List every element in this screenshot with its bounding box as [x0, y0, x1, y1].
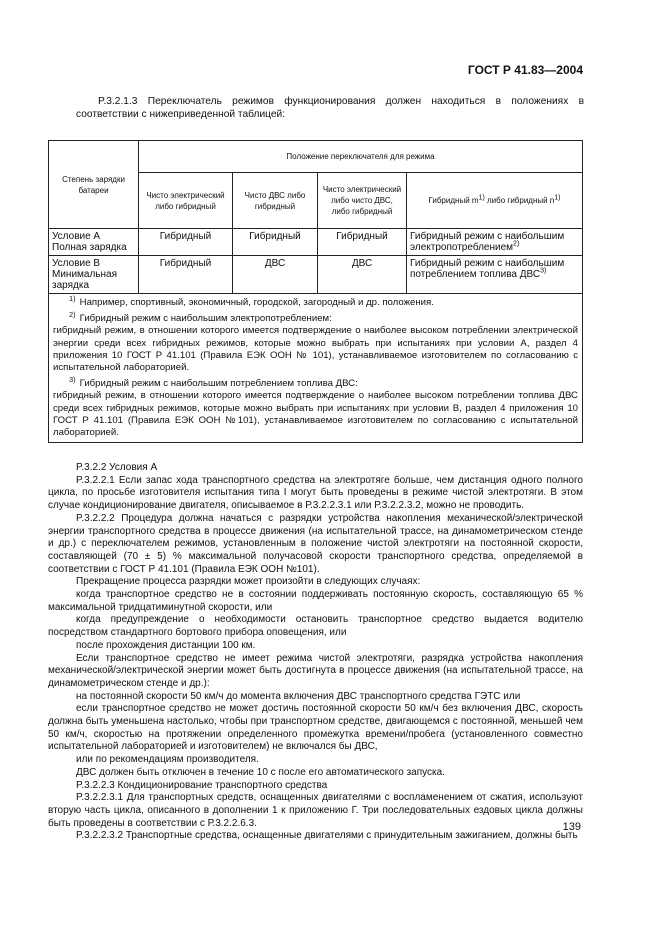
hybrid-n-label: либо гибридный n	[484, 196, 555, 205]
paragraph: на постоянной скорости 50 км/ч до момента включения ДВС транспортного средства ГЭТС или	[76, 690, 521, 702]
table-cell: Гибридный	[233, 229, 318, 256]
footnote-text: гибридный режим, в отношении которого имеется подтверждение о наиболее высоком потреблении электрической энергии среди всех гибридных режимов, которые можно выбрать при испытаниях при условии А, раздел 4 приложения 10 ГОСТ Р 41.101 (Правила ЕЭК ООН № 101), устанавливаемое изготовителем по согласованию с испытательной лабораторией.	[53, 325, 578, 374]
table-cell: Гибридный	[139, 229, 233, 256]
paragraph: P.3.2.2.1 Если запас хода транспортного средства на электротяге больше, чем дистанция одного полного цикла, по просьбе изготовителя испытания типа I могут быть проведены в режиме чистой электротяги. В этом случае кондиционирование двигателя, описываемое в Р.3.2.2.3.1 или Р.3.2.2.3.2, можно не проводить.	[48, 474, 583, 512]
footnote-title: Гибридный режим с наибольшим потреблением топлива ДВС:	[79, 378, 358, 390]
table-cell: Гибридный	[318, 229, 407, 256]
col-header-electric-or-ice: Чисто электрический либо чисто ДВС, либо гибридный	[318, 173, 407, 229]
hybrid-m-label: Гибридный m	[428, 196, 479, 205]
col-header-hybrid-modes	[407, 173, 583, 229]
footnote-title: Например, спортивный, экономичный, городской, загородный и др. положения.	[79, 297, 434, 308]
footnote-ref-1: 1)	[478, 194, 485, 202]
table-footnotes	[49, 294, 583, 443]
document-code: ГОСТ Р 41.83—2004	[467, 63, 583, 77]
paragraph: P.3.2.2.3.1 Для транспортных средств, оснащенных двигателями с воспламенением от сжатия, используют вторую часть цикла, описанного в дополнении 1 к приложению Г. Три последовательных ездовых цикла должны быть проведены в соответствии с Р.3.2.2.6.3.	[48, 792, 583, 829]
paragraph: Прекращение процесса разрядки может произойти в следующих случаях:	[76, 576, 421, 588]
table-cell: ДВС	[318, 256, 407, 294]
footnote-1: 1) Например, спортивный, экономичный, городской, загородный и др. положения.	[69, 293, 434, 308]
table-cell: Гибридный	[139, 256, 233, 294]
footnote-ref-3: 3)	[540, 267, 547, 275]
paragraph: если транспортное средство не может достичь постоянной скорости 50 км/ч без включения ДВС, скорость должна быть уменьшена настолько, чтобы при транспортном средстве, двигающемся с постоянной, меньшей чем 50 км/ч, скоростью на протяжении определенного промежутка времени/пробега (установленного совместно испытательной лабораторией и изготовителем) не включался бы ДВС,	[48, 703, 583, 753]
paragraph: когда предупреждение о необходимости остановить транспортное средство выдается водителю посредством стандартного бортового прибора оповещения, или	[48, 614, 583, 639]
paragraph: или по рекомендациям производителя.	[76, 754, 259, 766]
row-label: Условие В Минимальная зарядка	[49, 256, 139, 294]
section-heading: P.3.2.2.3 Кондиционирование транспортного средства	[76, 779, 328, 791]
table-row	[49, 229, 583, 256]
footnote-3: 3) Гибридный режим с наибольшим потреблением топлива ДВС: гибридный режим, в отношении которого имеется подтверждение о наиболее высоком потреблении топлива ДВС среди всех гибридных режимов, которые можно выбрать при испытаниях при условии В, раздел 4 приложения 10 ГОСТ Р 41.101 (Правила ЕЭК ООН №101), устанавливаемое изготовителем по согласованию с испытательной лабораторией.	[53, 375, 578, 439]
col-header-charge-state: Степень зарядки батареи	[49, 141, 139, 229]
paragraph: ДВС должен быть отключен в течение 10 с после его автоматического запуска.	[76, 766, 445, 778]
row-label: Условие А Полная зарядка	[49, 229, 139, 256]
paragraph: P.3.2.2.2 Процедура должна начаться с разрядки устройства накопления механической/электрической энергии транспортного средства в процессе движения (на испытательной трассе, на динамометрическом стенде и др.) с переключателем режимов, установленным в положение чистой электротяги на постоянной скорости, составляющей (70 ± 5) % максимальной получасовой скорости транспортного средства, определяемой в соответствии с ГОСТ Р 41.101 (Правила ЕЭК ООН №101).	[48, 512, 583, 575]
body-text	[48, 462, 583, 843]
col-header-pure-ice: Чисто ДВС либо гибридный	[233, 173, 318, 229]
page-number: 139	[562, 821, 581, 833]
switch-position-table	[48, 140, 583, 443]
paragraph: P.3.2.2.3.2 Транспортные средства, оснащенные двигателями с принудительным зажиганием, должны быть	[76, 830, 578, 842]
table-row	[49, 256, 583, 294]
table-cell	[407, 229, 583, 256]
paragraph: Если транспортное средство не имеет режима чистой электротяги, разрядка устройства накопления механической/электрической энергии может быть достигнута в процессе движения (на испытательной трассе, на динамометрическом стенде и др.):	[48, 652, 583, 689]
table-cell	[407, 256, 583, 294]
footnote-text: гибридный режим, в отношении которого имеется подтверждение о наиболее высоком потреблении топлива ДВС среди всех гибридных режимов, которые можно выбрать при испытаниях при условии В, раздел 4 приложения 10 ГОСТ Р 41.101 (Правила ЕЭК ООН №101), устанавливаемое изготовителем по согласованию с испытательной лабораторией.	[53, 390, 578, 439]
footnote-ref-1b: 1)	[554, 194, 561, 202]
footnote-ref-2: 2)	[513, 240, 520, 248]
footnote-title: Гибридный режим с наибольшим электропотреблением:	[79, 313, 332, 325]
table-cell: ДВС	[233, 256, 318, 294]
cell-text: Гибридный режим с наибольшим потреблением топлива ДВС	[410, 258, 565, 280]
intro-paragraph: P.3.2.1.3 Переключатель режимов функционирования должен находиться в положениях в соответствии с нижеприведенной таблицей:	[76, 96, 584, 121]
section-heading: P.3.2.2 Условия А	[76, 462, 158, 473]
cell-text: Гибридный режим с наибольшим электропотреблением	[410, 231, 565, 253]
col-header-pure-electric: Чисто электрический либо гибридный	[139, 173, 233, 229]
group-header-switch-position: Положение переключателя для режима	[139, 141, 583, 173]
paragraph: после прохождения дистанции 100 км.	[76, 639, 256, 651]
footnote-2: 2) Гибридный режим с наибольшим электропотреблением: гибридный режим, в отношении которого имеется подтверждение о наиболее высоком потреблении электрической энергии среди всех гибридных режимов, которые можно выбрать при испытаниях при условии А, раздел 4 приложения 10 ГОСТ Р 41.101 (Правила ЕЭК ООН № 101), устанавливаемое изготовителем по согласованию с испытательной лабораторией.	[53, 310, 578, 374]
paragraph: когда транспортное средство не в состоянии поддерживать постоянную скорость, составляющую 65 % максимальной тридцатиминутной скорости, или	[48, 589, 583, 613]
